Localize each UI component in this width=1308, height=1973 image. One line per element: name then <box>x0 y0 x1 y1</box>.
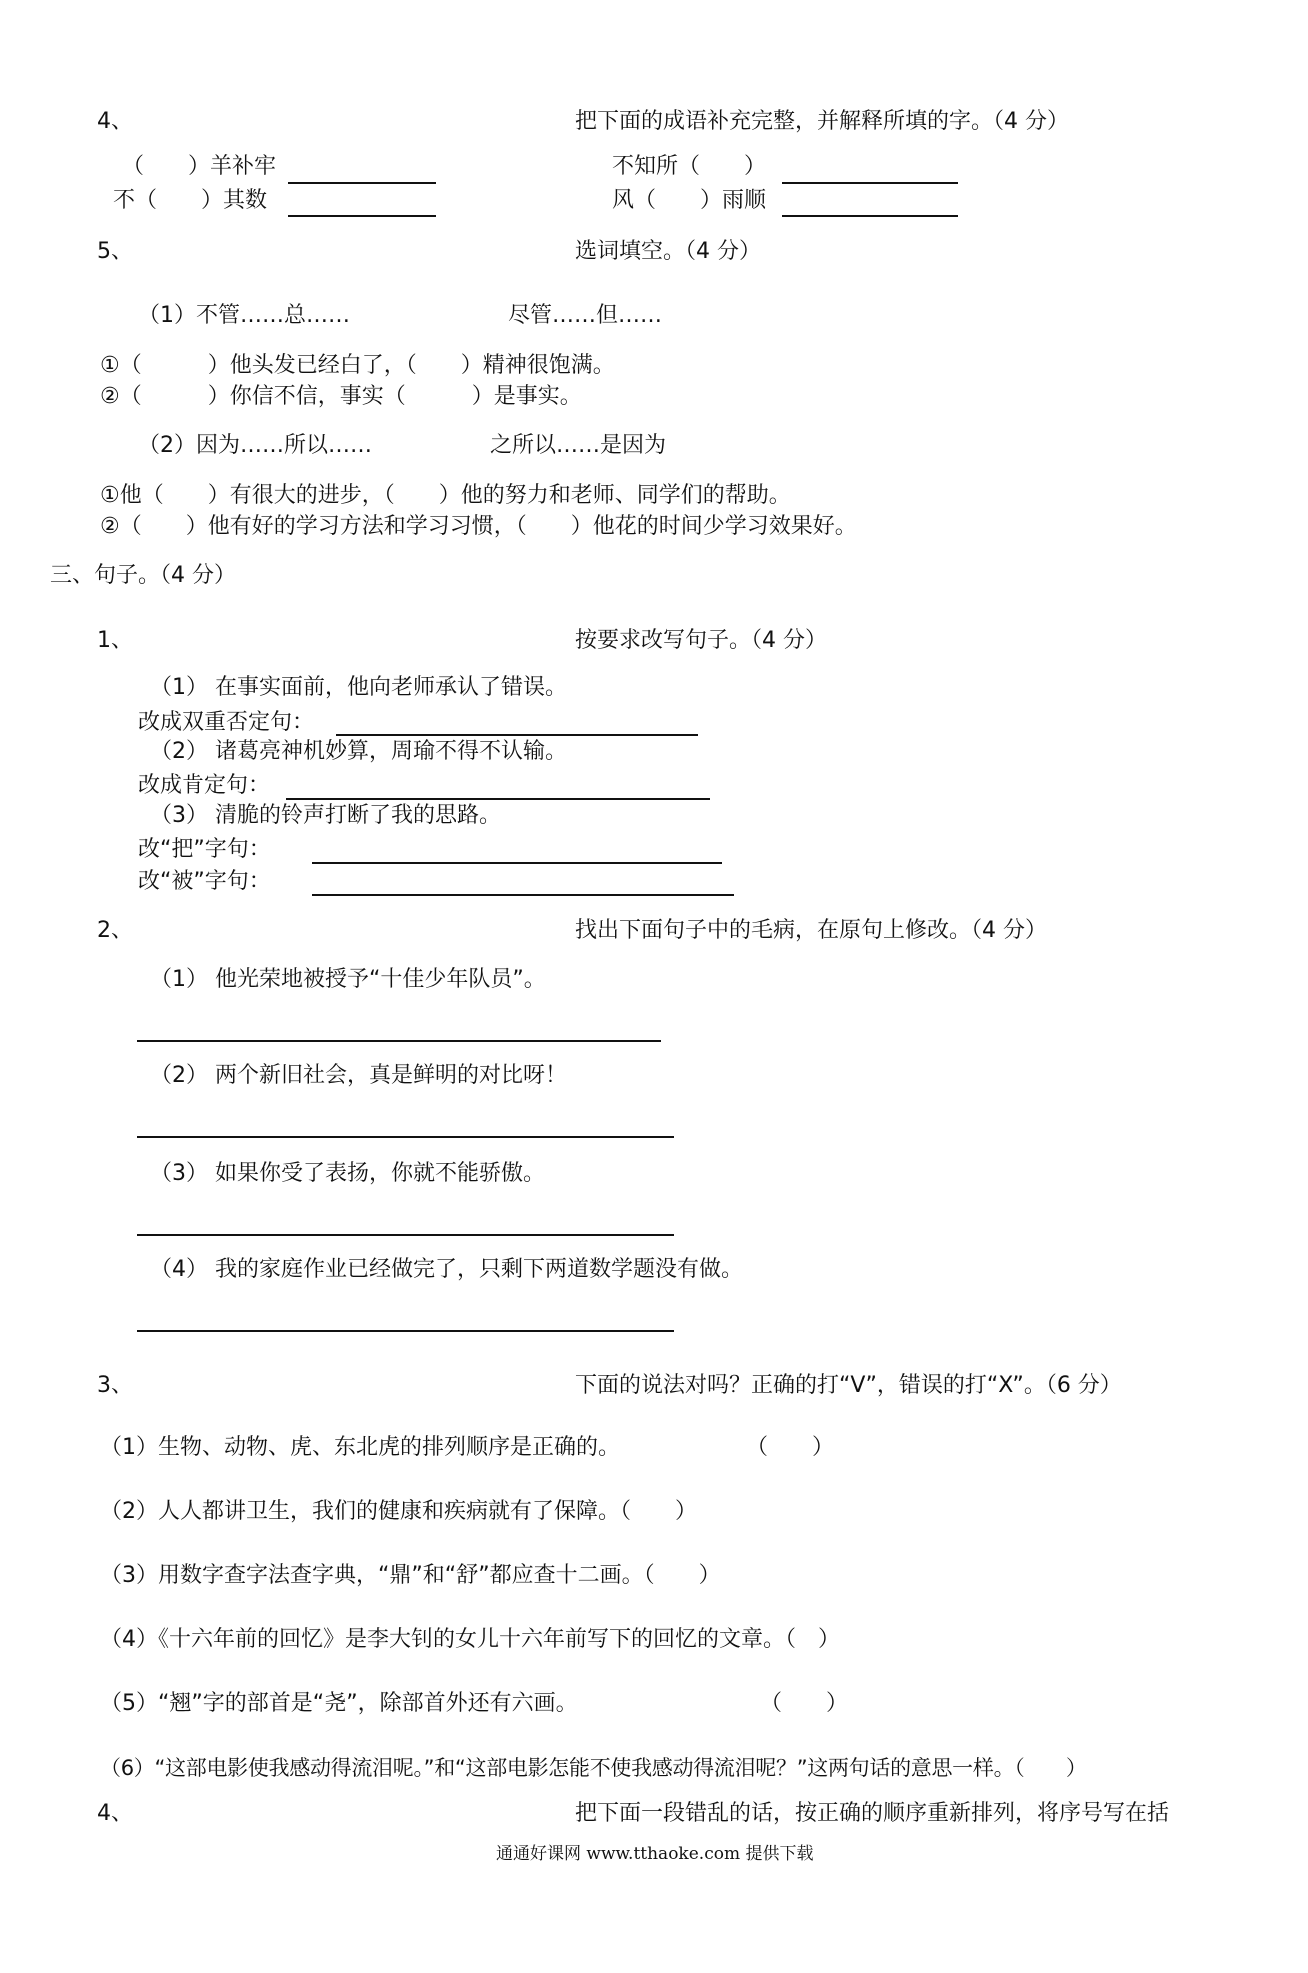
answer-line <box>312 894 734 896</box>
tf-paren-1: （ ） <box>746 1435 835 1460</box>
q5-group2-label: （2）因为……所以…… <box>138 433 372 458</box>
s3q2-sentence-1: （1） 他光荣地被授予“十佳少年队员”。 <box>150 967 546 992</box>
s3q4-title: 把下面一段错乱的话，按正确的顺序重新排列，将序号写在括 <box>575 1801 1170 1826</box>
answer-line <box>137 1136 674 1138</box>
answer-line <box>137 1234 674 1236</box>
q5-number: 5、 <box>97 239 133 264</box>
s3q3-number: 3、 <box>97 1373 133 1398</box>
answer-line <box>288 182 436 184</box>
answer-line <box>782 182 958 184</box>
idiom-4: 风（ ）雨顺 <box>612 188 767 213</box>
q5-group1-sentence-2: ②（ ）你信不信，事实（ ）是事实。 <box>100 384 582 409</box>
answer-line <box>137 1330 674 1332</box>
answer-line <box>782 215 958 217</box>
q5-group1-label: （1）不管……总…… <box>138 303 350 328</box>
s3q4-number: 4、 <box>97 1801 133 1826</box>
answer-line <box>312 862 722 864</box>
q4-number: 4、 <box>97 109 133 134</box>
s3q1-sentence-3: （3） 清脆的铃声打断了我的思路。 <box>150 803 501 828</box>
s3q2-title: 找出下面句子中的毛病，在原句上修改。（4 分） <box>575 918 1047 943</box>
answer-line <box>286 798 710 800</box>
tf-paren-5: （ ） <box>760 1691 849 1716</box>
tf-item-6: （6）“这部电影使我感动得流泪呢。”和“这部电影怎能不使我感动得流泪呢？”这两句话的意思一样。（ ） <box>100 1756 1087 1780</box>
answer-line <box>288 215 436 217</box>
s3q2-sentence-4: （4） 我的家庭作业已经做完了，只剩下两道数学题没有做。 <box>150 1257 743 1282</box>
s3q1-sentence-2: （2） 诸葛亮神机妙算，周瑜不得不认输。 <box>150 739 567 764</box>
s3q1-prompt-3: 改“把”字句： <box>138 837 271 862</box>
tf-item-2: （2）人人都讲卫生，我们的健康和疾病就有了保障。（ ） <box>100 1499 697 1524</box>
idiom-2: 不知所（ ） <box>612 154 767 179</box>
s3q1-prompt-2: 改成肯定句： <box>138 773 271 798</box>
s3q1-number: 1、 <box>97 628 133 653</box>
s3q2-sentence-3: （3） 如果你受了表扬，你就不能骄傲。 <box>150 1161 545 1186</box>
q5-group1-alt: 尽管……但…… <box>508 303 663 328</box>
idiom-3: 不（ ）其数 <box>113 188 268 213</box>
answer-line <box>336 734 698 736</box>
tf-item-3: （3）用数字查字法查字典，“鼎”和“舒”都应查十二画。（ ） <box>100 1563 721 1588</box>
s3q2-number: 2、 <box>97 918 133 943</box>
tf-item-1: （1）生物、动物、虎、东北虎的排列顺序是正确的。 <box>100 1435 620 1460</box>
idiom-1: （ ）羊补牢 <box>122 154 277 179</box>
tf-item-4: （4）《十六年前的回忆》是李大钊的女儿十六年前写下的回忆的文章。（ ） <box>100 1627 840 1652</box>
q5-group2-alt: 之所以……是因为 <box>490 433 667 458</box>
q4-title: 把下面的成语补充完整，并解释所填的字。（4 分） <box>575 109 1069 134</box>
section3-heading: 三、句子。（4 分） <box>50 563 236 588</box>
q5-group2-sentence-2: ②（ ）他有好的学习方法和学习习惯，（ ）他花的时间少学习效果好。 <box>100 514 857 539</box>
page-footer: 通通好课网 www.tthaoke.com 提供下载 <box>496 1844 814 1864</box>
tf-item-5: （5）“翘”字的部首是“尧”，除部首外还有六画。 <box>100 1691 578 1716</box>
s3q1-title: 按要求改写句子。（4 分） <box>575 628 827 653</box>
q5-group1-sentence-1: ①（ ）他头发已经白了，（ ）精神很饱满。 <box>100 353 615 378</box>
s3q3-title: 下面的说法对吗？正确的打“V”，错误的打“X”。（6 分） <box>575 1373 1122 1398</box>
s3q1-prompt-1: 改成双重否定句： <box>138 710 315 735</box>
s3q2-sentence-2: （2） 两个新旧社会，真是鲜明的对比呀！ <box>150 1063 567 1088</box>
s3q1-prompt-4: 改“被”字句： <box>138 869 271 894</box>
answer-line <box>137 1040 661 1042</box>
q5-title: 选词填空。（4 分） <box>575 239 761 264</box>
q5-group2-sentence-1: ①他（ ）有很大的进步，（ ）他的努力和老师、同学们的帮助。 <box>100 483 791 508</box>
s3q1-sentence-1: （1） 在事实面前，他向老师承认了错误。 <box>150 675 567 700</box>
